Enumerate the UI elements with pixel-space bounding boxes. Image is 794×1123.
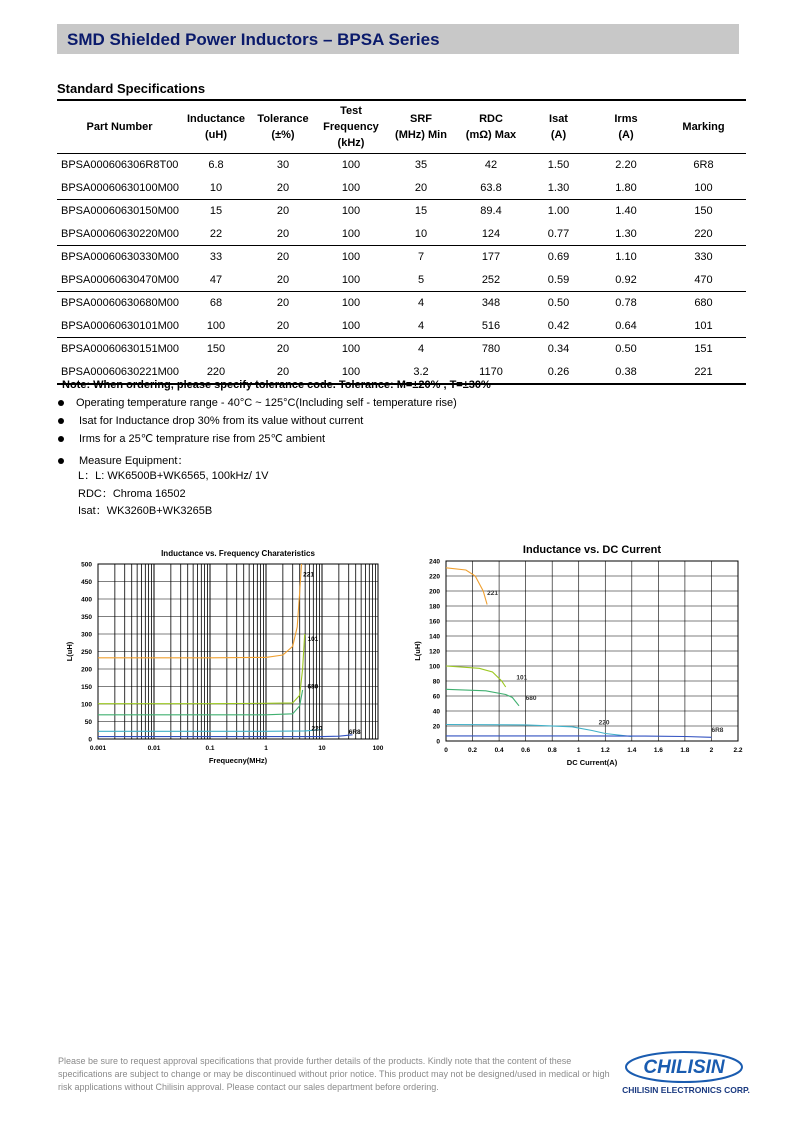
y-tick-label: 160 <box>429 618 440 626</box>
table-cell: 20 <box>276 205 290 218</box>
table-cell: 30 <box>276 159 290 172</box>
part-number-cell: BPSA00060630101M00 <box>57 315 182 338</box>
table-cell: 89.4 <box>480 205 502 218</box>
series-line-6R8 <box>98 735 353 737</box>
logo-brand-text: CHILISIN <box>643 1057 725 1078</box>
bullet-dot-icon <box>58 458 64 464</box>
table-cell: 151 <box>694 343 713 356</box>
column-header: RDC (mΩ) Max <box>456 100 526 154</box>
y-axis-label: L(uH) <box>65 641 74 662</box>
bullet-dot-icon <box>58 400 64 406</box>
table-cell: 2.20 <box>615 159 637 172</box>
table-row <box>57 269 746 292</box>
table-cell: 100 <box>316 269 386 292</box>
table-cell: 4 <box>417 297 425 310</box>
table-cell: 47 <box>182 269 250 292</box>
table-cell: 1.80 <box>591 177 661 200</box>
y-tick-label: 250 <box>81 649 92 656</box>
bullet-dot-icon <box>58 436 64 442</box>
table-cell: 100 <box>341 205 361 218</box>
y-tick-label: 240 <box>429 558 440 566</box>
table-cell: 100 <box>661 177 746 200</box>
table-row <box>57 223 746 246</box>
table-cell: 35 <box>414 159 428 172</box>
y-tick-label: 100 <box>429 663 440 671</box>
x-tick-label: 100 <box>372 745 384 752</box>
bullet-item: Irms for a 25℃ temprature rise from 25℃ ambient <box>55 430 457 448</box>
measure-line: Isat：WK3260B+WK3265B <box>78 505 213 517</box>
column-header: Marking <box>661 100 746 154</box>
part-number-cell: BPSA00060630330M00 <box>61 251 180 264</box>
table-cell: 220 <box>661 223 746 246</box>
table-cell: 20 <box>386 177 456 200</box>
table-cell: 330 <box>694 251 713 264</box>
y-tick-label: 200 <box>81 666 92 674</box>
x-tick-label: 2.2 <box>733 747 743 754</box>
x-axis-label: DC Current(A) <box>566 758 618 767</box>
table-cell: 4 <box>386 315 456 338</box>
table-cell: 20 <box>250 315 316 338</box>
y-tick-label: 500 <box>81 561 92 569</box>
column-header: Inductance (uH) <box>182 100 250 154</box>
table-row <box>57 177 746 200</box>
column-header: SRF (MHz) Min <box>386 100 456 154</box>
x-tick-label: 0.1 <box>205 745 215 752</box>
table-cell: 1.00 <box>547 205 570 218</box>
y-tick-label: 350 <box>81 614 92 621</box>
table-header-row <box>57 100 746 154</box>
y-tick-label: 60 <box>432 693 440 701</box>
y-tick-label: 100 <box>81 701 92 709</box>
table-cell: 100 <box>341 159 361 172</box>
table-cell: 20 <box>250 269 316 292</box>
table-cell: 220 <box>182 361 250 385</box>
x-tick-label: 1.8 <box>680 747 690 754</box>
table-cell: 20 <box>250 177 316 200</box>
series-label: 221 <box>487 589 499 597</box>
y-axis-label: L(uH) <box>413 641 422 661</box>
table-cell: 780 <box>481 343 501 356</box>
inductance-dc-current-chart <box>400 543 750 770</box>
table-cell: 10 <box>182 177 250 200</box>
bullet-item: Isat for Inductance drop 30% from its value without current <box>55 412 457 430</box>
table-cell: 101 <box>661 315 746 338</box>
table-cell: 0.78 <box>615 297 637 310</box>
series-line-221 <box>446 568 487 605</box>
company-logo <box>620 1048 760 1098</box>
table-cell: 0.50 <box>547 297 570 310</box>
chart-title: Inductance vs. Frequency Charateristics <box>161 549 315 558</box>
table-row <box>57 338 746 361</box>
table-cell: 10 <box>386 223 456 246</box>
bullet-item: Operating temperature range - 40°C ~ 125°C(Including self - temperature rise) <box>55 394 457 412</box>
y-tick-label: 50 <box>84 719 92 726</box>
table-cell: 20 <box>276 251 290 264</box>
series-line-680 <box>446 689 519 706</box>
table-cell: 348 <box>481 297 501 310</box>
table-cell: 1.30 <box>526 177 591 200</box>
table-cell: 177 <box>481 251 501 264</box>
chilisin-logo-icon <box>620 1048 760 1098</box>
table-cell: 0.92 <box>591 269 661 292</box>
table-cell: 100 <box>341 343 361 356</box>
bullet-dot-icon <box>58 418 64 424</box>
y-tick-label: 150 <box>81 684 92 691</box>
part-number-cell: BPSA00060630220M00 <box>57 223 182 246</box>
table-cell: 42 <box>484 159 498 172</box>
table-cell: 22 <box>182 223 250 246</box>
part-number-cell: BPSA00060630680M00 <box>61 297 180 310</box>
part-number-cell: BPSA00060630221M00 <box>57 361 182 385</box>
x-tick-label: 0 <box>444 747 448 754</box>
y-tick-label: 40 <box>432 708 440 716</box>
logo-company-text: CHILISIN ELECTRONICS CORP. <box>622 1085 750 1095</box>
table-cell: 100 <box>316 315 386 338</box>
table-cell: 0.64 <box>591 315 661 338</box>
part-number-cell: BPSA00060630150M00 <box>61 205 180 218</box>
table-cell: 4 <box>417 343 425 356</box>
inductance-frequency-chart <box>60 540 390 770</box>
x-tick-label: 10 <box>318 745 326 752</box>
series-label: 220 <box>311 725 323 733</box>
y-tick-label: 80 <box>432 678 440 686</box>
footer-disclaimer: Please be sure to request approval specifications that provide further details of the products. Kindly note that the content of these specifications are subject to change or may be discontinued without prior notice. This product may not be designed/used in medical or high risk applications without Chilisin approval. Please contact our sales department before ordering. <box>58 1056 610 1092</box>
table-cell: 20 <box>250 361 316 385</box>
series-label: 101 <box>516 674 528 682</box>
section-title: Standard Specifications <box>57 81 206 96</box>
table-cell: 150 <box>206 343 226 356</box>
x-tick-label: 1.4 <box>627 747 637 754</box>
table-cell: 1.40 <box>615 205 637 218</box>
ordering-note: Note: When ordering, please specify tolerance code. Tolerance: M=±20% , T=±30% <box>62 379 491 391</box>
x-tick-label: 0.2 <box>468 747 478 754</box>
column-header: Irms (A) <box>591 100 661 154</box>
table-cell: 0.26 <box>526 361 591 385</box>
title-bar <box>57 24 739 54</box>
series-line-101 <box>446 666 506 687</box>
table-row <box>57 246 746 269</box>
table-cell: 252 <box>456 269 526 292</box>
table-cell: 63.8 <box>456 177 526 200</box>
x-tick-label: 0.4 <box>494 747 504 754</box>
table-cell: 516 <box>456 315 526 338</box>
table-cell: 20 <box>276 297 290 310</box>
table-cell: 0.77 <box>526 223 591 246</box>
table-cell: 221 <box>661 361 746 385</box>
table-cell: 5 <box>386 269 456 292</box>
x-tick-label: 2 <box>709 747 714 754</box>
x-tick-label: 1 <box>264 745 268 752</box>
series-label: 101 <box>307 636 319 643</box>
table-body <box>57 154 746 385</box>
table-cell: 3.2 <box>386 361 456 385</box>
table-cell: 20 <box>276 343 290 356</box>
table-row <box>57 154 746 177</box>
spec-table <box>57 99 746 385</box>
table-cell: 7 <box>417 251 425 264</box>
table-cell: 20 <box>250 223 316 246</box>
x-tick-label: 1.2 <box>600 747 610 754</box>
column-header: Test Frequency (kHz) <box>316 100 386 154</box>
measure-equipment <box>78 468 268 521</box>
table-cell: 1170 <box>456 361 526 385</box>
table-row <box>57 315 746 338</box>
x-tick-label: 0.01 <box>147 745 161 752</box>
x-axis-label: Frequecny(MHz) <box>208 756 268 765</box>
table-cell: 1.50 <box>547 159 570 172</box>
series-line-680 <box>98 690 303 715</box>
table-cell: 0.34 <box>547 343 570 356</box>
series-label: 6R8 <box>711 727 724 734</box>
table-cell: 100 <box>316 361 386 385</box>
y-tick-label: 300 <box>81 631 92 639</box>
column-header: Tolerance (±%) <box>250 100 316 154</box>
series-label: 6R8 <box>348 728 361 736</box>
y-tick-label: 20 <box>432 723 440 731</box>
y-tick-label: 200 <box>429 588 440 596</box>
part-number-cell: BPSA00060630151M00 <box>61 343 180 356</box>
table-cell: 1.30 <box>591 223 661 246</box>
x-tick-label: 0.8 <box>547 747 557 754</box>
table-cell: 100 <box>341 251 361 264</box>
table-cell: 100 <box>316 177 386 200</box>
table-cell: 124 <box>456 223 526 246</box>
y-tick-label: 0 <box>436 738 440 746</box>
table-cell: 0.38 <box>591 361 661 385</box>
table-cell: 0.50 <box>615 343 637 356</box>
table-cell: 68 <box>209 297 223 310</box>
bullet-item: Measure Equipment： <box>55 452 457 470</box>
table-cell: 6.8 <box>208 159 224 172</box>
table-cell: 680 <box>694 297 713 310</box>
bullet-list <box>55 394 457 470</box>
y-tick-label: 140 <box>429 633 440 641</box>
part-number-cell: BPSA000606306R8T00 <box>61 159 179 172</box>
series-line-221 <box>98 564 302 658</box>
y-tick-label: 400 <box>81 596 92 604</box>
y-tick-label: 220 <box>429 573 440 581</box>
table-cell: 0.42 <box>526 315 591 338</box>
x-tick-label: 0.001 <box>89 745 107 752</box>
y-tick-label: 0 <box>88 736 92 744</box>
part-number-cell: BPSA00060630100M00 <box>57 177 182 200</box>
x-tick-label: 0.6 <box>521 747 531 754</box>
part-number-cell: BPSA00060630470M00 <box>57 269 182 292</box>
series-label: 680 <box>525 694 537 702</box>
table-cell: 0.59 <box>526 269 591 292</box>
table-row <box>57 200 746 223</box>
table-row <box>57 292 746 315</box>
series-label: 680 <box>307 683 319 691</box>
page-title: SMD Shielded Power Inductors – BPSA Series <box>67 30 440 49</box>
table-cell: 100 <box>182 315 250 338</box>
table-cell: 15 <box>209 205 223 218</box>
measure-line: L：L: WK6500B+WK6565, 100kHz/ 1V <box>78 470 269 482</box>
chart-title: Inductance vs. DC Current <box>522 544 662 556</box>
series-label: 221 <box>303 571 314 579</box>
y-tick-label: 450 <box>81 579 92 586</box>
y-tick-label: 180 <box>429 603 440 611</box>
table-cell: 0.69 <box>547 251 570 264</box>
column-header: Part Number <box>57 100 182 154</box>
table-cell: 150 <box>694 205 713 218</box>
column-header: Isat (A) <box>526 100 591 154</box>
table-cell: 15 <box>414 205 428 218</box>
y-tick-label: 120 <box>429 648 440 656</box>
x-tick-label: 1.6 <box>653 747 663 754</box>
table-cell: 6R8 <box>693 159 714 172</box>
table-cell: 1.10 <box>615 251 637 264</box>
series-label: 220 <box>598 719 610 727</box>
measure-line: RDC：Chroma 16502 <box>78 487 186 500</box>
table-cell: 33 <box>209 251 223 264</box>
table-cell: 100 <box>341 297 361 310</box>
table-cell: 470 <box>661 269 746 292</box>
x-tick-label: 1 <box>576 747 581 754</box>
table-cell: 100 <box>316 223 386 246</box>
